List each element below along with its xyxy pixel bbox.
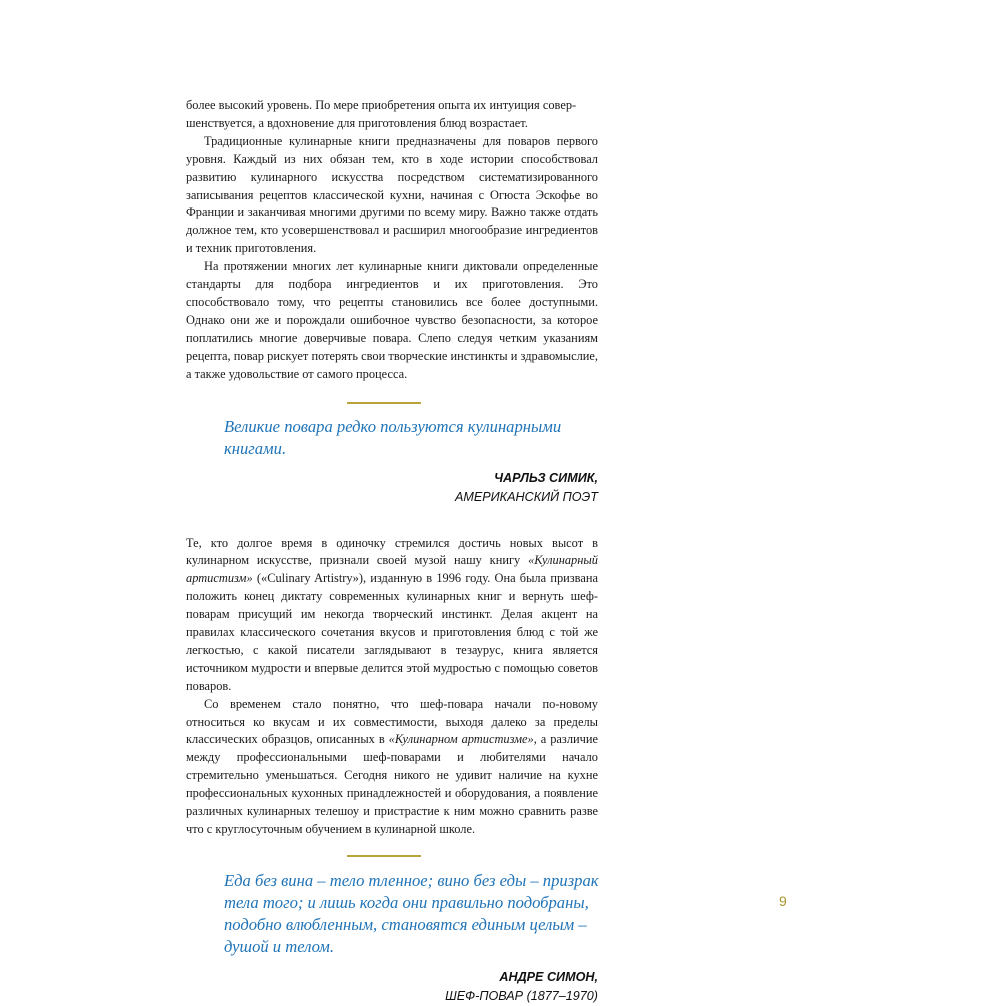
quote-divider <box>347 855 421 857</box>
quote-attribution-simon <box>186 968 598 1006</box>
book-title: «Кулинарном артистизме» <box>388 732 534 747</box>
author-name: АНДРЕ СИМОН, <box>499 969 598 984</box>
paragraph-5-part-1: Со временем стало понятно, что шеф-повара начали по-новому относиться ко вкусам и их совместимости, выходя далеко за пределы классических образцов, описанных в <box>186 696 598 747</box>
quote-divider <box>347 402 421 404</box>
quote-simic: Великие повара редко пользуются кулинарными книгами. <box>224 416 562 458</box>
quote-attribution-simic <box>186 469 598 507</box>
paragraph-traditional-books: Традиционные кулинарные книги предназначены для поваров первого уровня. Каждый из них обязан тем, кто в ходе истории способствовал развитию кулинарного искусства посредством систематизированного записывания рецептов классической кухни, начиная с Огюста Эскофье во Франции и заканчивая многими другими по всему миру. Важно также отдать должное тем, кто усовершенствовал и расширил многообразие ингредиентов и техник приготовления. <box>186 133 598 256</box>
book-title: «Кулинарный артистизм» <box>186 553 598 586</box>
paragraph-4-part-1: Те, кто долгое время в одиночку стремился достичь новых высот в кулинарном искусстве, признали своей музой нашу книгу <box>186 535 598 568</box>
paragraph-standards: На протяжении многих лет кулинарные книги диктовали определенные стандарты для подбора ингредиентов и их приготовления. Это способствовало тому, что рецепты становились все более доступными. Однако они же и порождали ошибочное чувство безопасности, за которое поплатились многие доверчивые повара. Слепо следуя четким указаниям рецепта, повар рискует потерять свои творческие инстинкты и здравомыслие, а также удовольствие от самого процесса. <box>186 259 598 381</box>
page-number: 9 <box>779 893 787 909</box>
paragraph-chefs-change <box>186 696 598 839</box>
intro-paragraph <box>186 97 598 133</box>
paragraph-5-part-2: , а различие между профессиональными шеф-поварами и любителями начало стремительно уменьшаться. Сегодня никого не удивит наличие на кухне профессиональных кухонных принадлежностей и оборудования, а появление различных кулинарных телешоу и пристрастие к ним можно сравнить разве что с круглосуточным обучением в кулинарной школе. <box>186 732 599 836</box>
paragraph-culinary-artistry <box>186 535 598 696</box>
intro-line-1: более высокий уровень. По мере приобретения опыта их интуиция совер- <box>186 98 577 112</box>
intro-line-2: шенствуется, а вдохновение для приготовления блюд возрастает. <box>186 115 528 130</box>
author-role: ШЕФ-ПОВАР (1877–1970) <box>445 988 598 1003</box>
author-name: ЧАРЛЬЗ СИМИК, <box>494 470 598 485</box>
author-role: АМЕРИКАНСКИЙ ПОЭТ <box>454 489 598 504</box>
page-content <box>186 97 598 1006</box>
quote-simon: Еда без вина – тело тленное; вино без еды – призрак тела того; и лишь когда они правильно подобраны, подобно влюбленным, становятся единым целым – душой и телом. <box>224 870 599 956</box>
paragraph-4-part-2: («Culinary Artistry»), изданную в 1996 году. Она была призвана положить конец диктату современных кулинарных книг и вернуть шеф-поварам присущий им некогда творческий инстинкт. Делая акцент на правилах классического сочетания вкусов и приготовления блюд с той же легкостью, с какой писатели заглядывают в тезаурус, книга является источником мудрости и впервые делится этой мудростью с помощью советов поваров. <box>186 571 598 693</box>
